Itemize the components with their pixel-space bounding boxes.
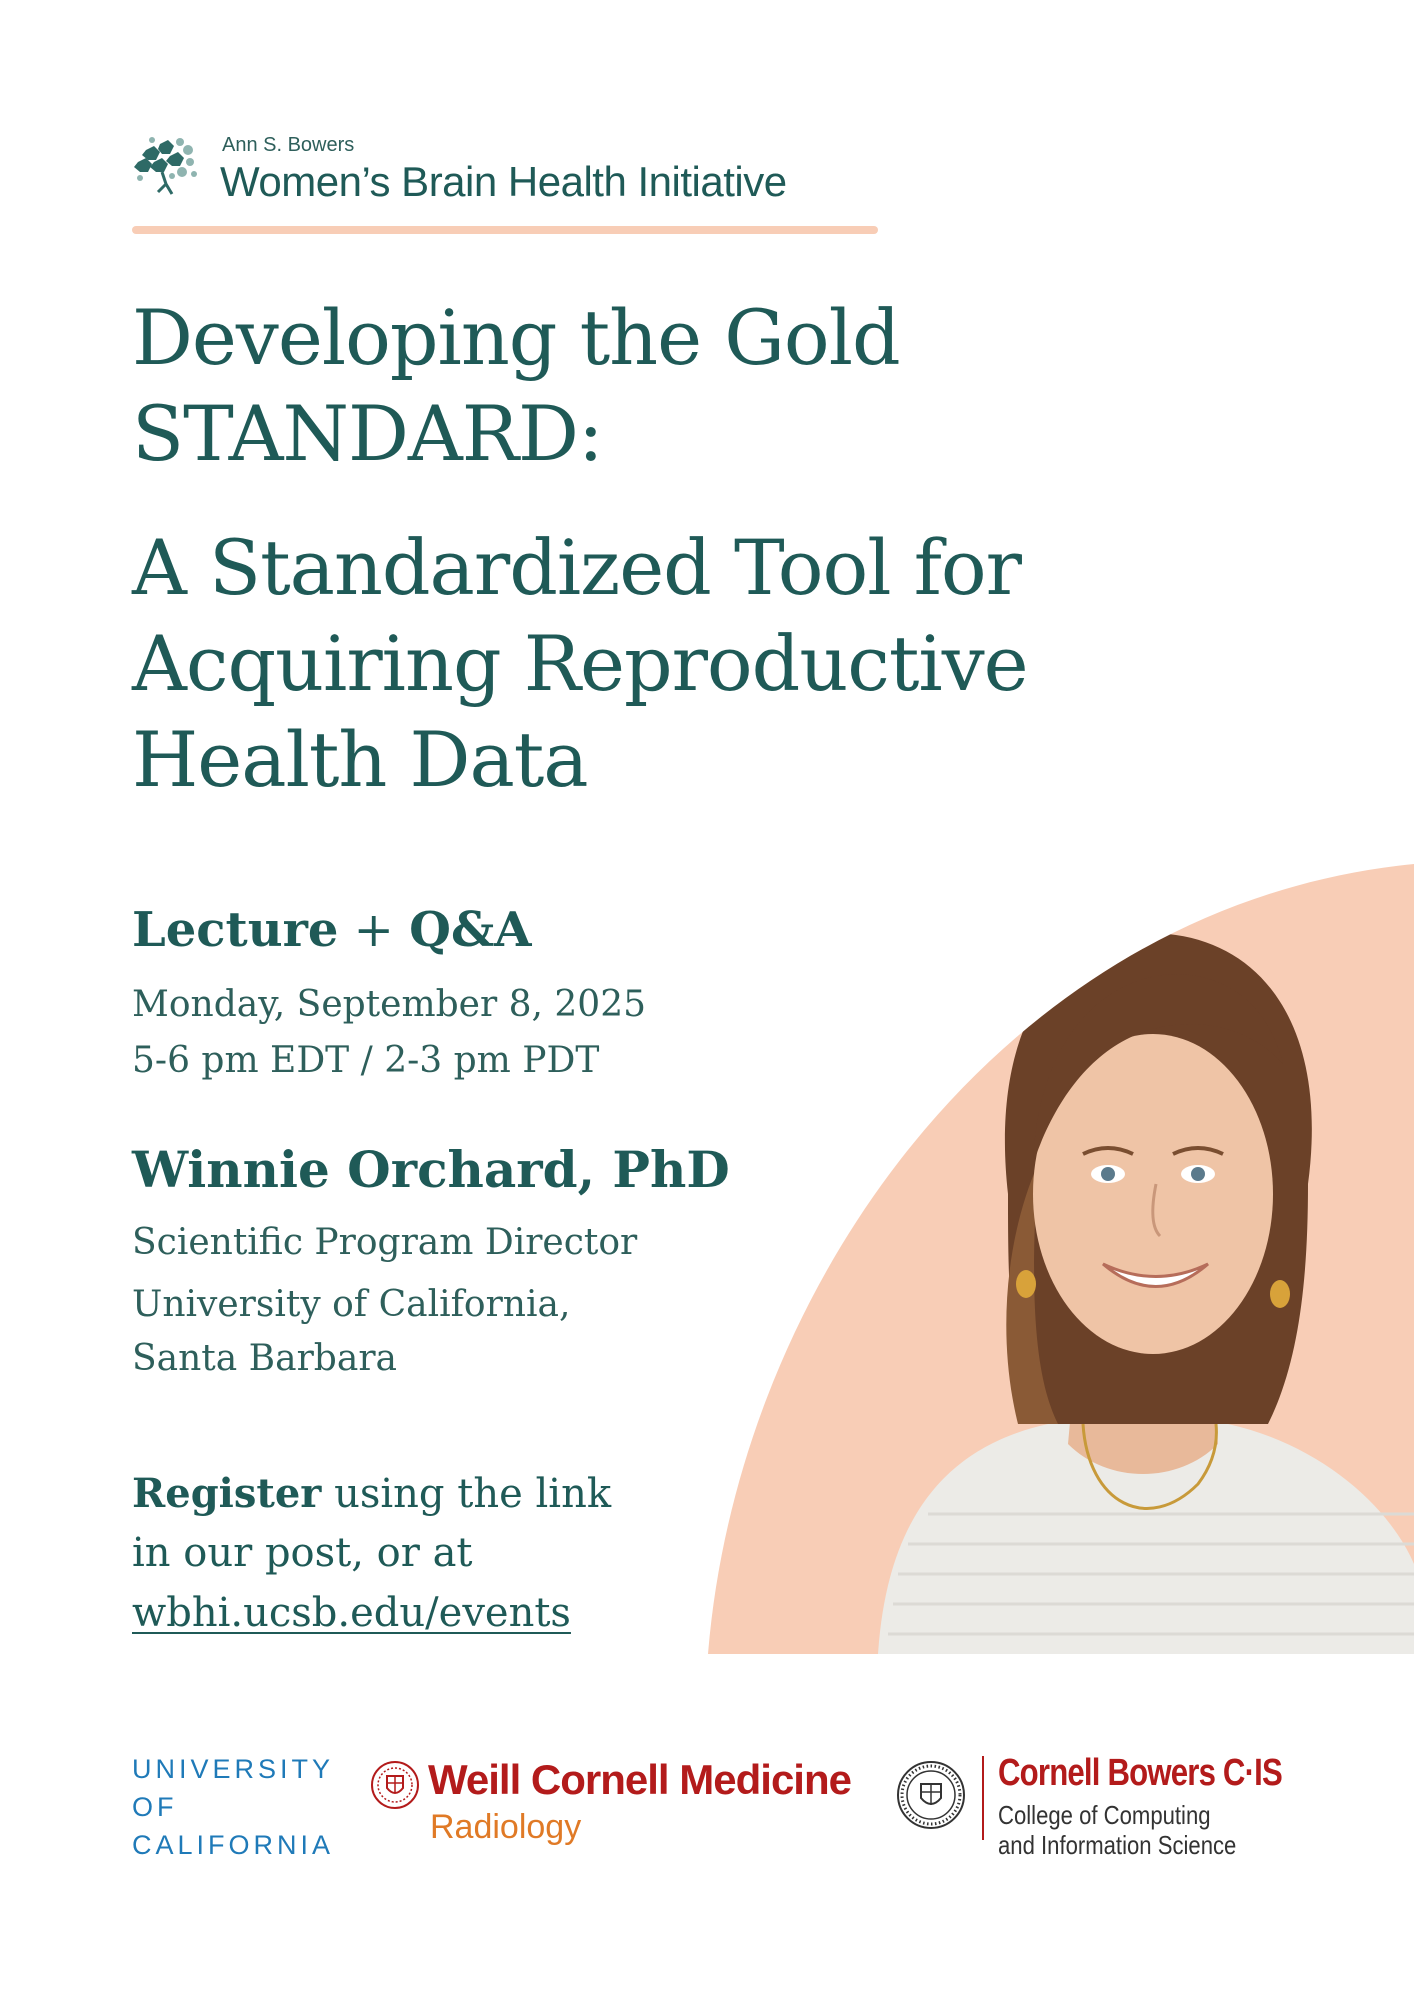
weill-cornell-seal-icon <box>370 1760 420 1810</box>
title-part-one <box>132 290 1172 482</box>
speaker-affiliation-line-2: Santa Barbara <box>132 1338 397 1379</box>
uc-logo-line-2: OF <box>132 1792 178 1822</box>
header-divider <box>132 226 878 234</box>
event-type-lecture: Lecture <box>132 902 339 958</box>
speaker-photo <box>708 864 1414 1654</box>
logo-small-text: Ann S. Bowers <box>222 134 355 156</box>
title-part-two <box>132 520 1172 808</box>
title-line-4: Acquiring Reproductive <box>132 619 1028 708</box>
speaker-role: Scientific Program Director <box>132 1222 638 1263</box>
speaker-affiliation-line-1: University of California, <box>132 1284 571 1325</box>
cornell-bowers-sub-1: College of Computing <box>998 1800 1211 1830</box>
register-bold: Register <box>132 1470 322 1517</box>
uc-logo <box>132 1750 334 1864</box>
event-time: 5-6 pm EDT / 2-3 pm PDT <box>132 1040 600 1081</box>
event-date: Monday, September 8, 2025 <box>132 984 647 1025</box>
register-line-2: in our post, or at <box>132 1530 473 1576</box>
uc-logo-line-3: CALIFORNIA <box>132 1830 335 1860</box>
register-line-1-rest: using the link <box>321 1471 612 1517</box>
speaker-name: Winnie Orchard, PhD <box>132 1140 730 1199</box>
title-line-5: Health Data <box>132 715 588 804</box>
title-line-1: Developing the Gold <box>132 293 900 382</box>
cornell-bowers-sub-2: and Information Science <box>998 1830 1237 1860</box>
brain-tree-icon <box>132 130 204 202</box>
event-type-qa: Q&A <box>409 902 532 958</box>
event-type <box>132 902 532 958</box>
register-link[interactable]: wbhi.ucsb.edu/events <box>132 1590 571 1636</box>
weill-cornell-name: Weill Cornell Medicine <box>428 1756 851 1803</box>
uc-logo-line-1: UNIVERSITY <box>132 1754 335 1784</box>
cornell-bowers-name: Cornell Bowers C·IS <box>998 1752 1282 1794</box>
logo-name: Women’s Brain Health Initiative <box>220 158 787 205</box>
cornell-university-seal-icon <box>896 1760 966 1830</box>
title-line-2: STANDARD: <box>132 389 603 478</box>
register-line-1 <box>132 1470 611 1517</box>
event-type-plus: + <box>338 902 410 958</box>
title-line-3: A Standardized Tool for <box>132 523 1021 612</box>
cornell-divider <box>982 1756 984 1840</box>
weill-cornell-department: Radiology <box>430 1808 582 1846</box>
